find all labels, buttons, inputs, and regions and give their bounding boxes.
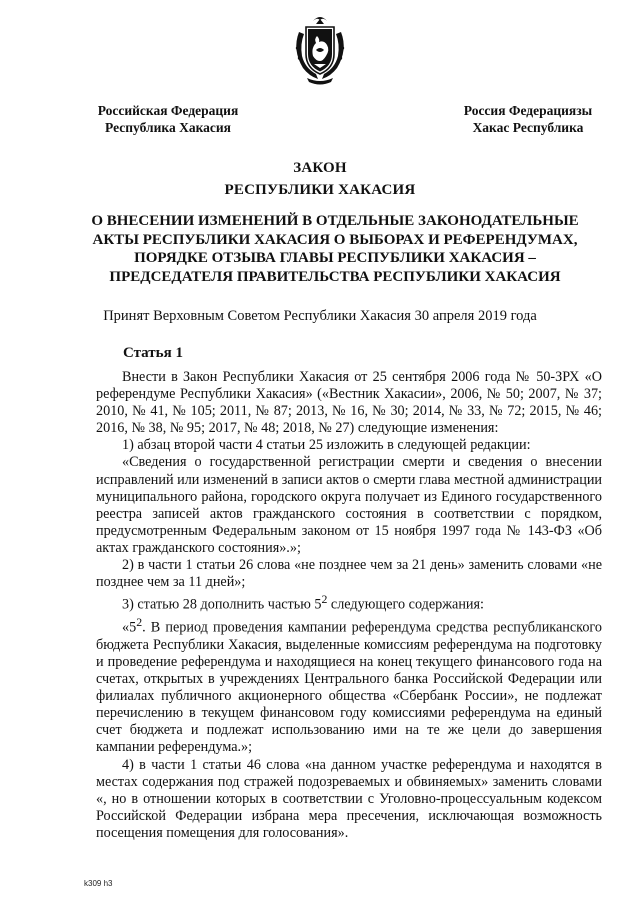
header-left bbox=[80, 102, 256, 136]
law-title-line: О ВНЕСЕНИИ ИЗМЕНЕНИЙ В ОТДЕЛЬНЫЕ ЗАКОНОДАТЕЛЬНЫЕ bbox=[91, 213, 579, 229]
article-heading: Статья 1 bbox=[123, 345, 183, 361]
paragraph-item-2: 2) в части 1 статьи 26 слова «не позднее чем за 21 день» заменить словами «не позднее чем за 11 дней»; bbox=[96, 557, 602, 591]
paragraph-quote-2-text: . В период проведения кампании референдума средства республиканского бюджета Республики Хакасия, выделенные комиссиям референдума на подготовку и проведение референдума и находящиеся на конец текущего финансового года на счетах, открытых в учреждениях Центрального банка Российской Федерации или филиалах публичного акционерного общества «Сбербанк России», не подлежат перечислению в текущем финансовом году комиссиями референдума на единый счет бюджета и подлежат использованию ими на те же цели до завершения кампании референдума.»; bbox=[96, 619, 602, 756]
law-title bbox=[70, 212, 600, 286]
paragraph-item-3-text: 3) статью 28 дополнить частью 5 bbox=[122, 596, 322, 613]
header-right-country: Россия Федерациязы bbox=[463, 103, 593, 118]
header-right bbox=[440, 102, 616, 136]
law-heading-word: ЗАКОН bbox=[293, 160, 347, 176]
paragraph-item-1: 1) абзац второй части 4 статьи 25 изложить в следующей редакции: bbox=[122, 437, 531, 454]
header-left-republic: Республика Хакасия bbox=[105, 120, 231, 135]
coat-of-arms-emblem-icon bbox=[289, 12, 351, 86]
law-title-line: ПРЕДСЕДАТЕЛЯ ПРАВИТЕЛЬСТВА РЕСПУБЛИКИ ХАКАСИЯ bbox=[109, 268, 561, 285]
law-heading-republic: РЕСПУБЛИКИ ХАКАСИЯ bbox=[224, 182, 416, 198]
header-right-republic: Хакас Республика bbox=[472, 120, 584, 135]
article-body bbox=[96, 369, 602, 842]
law-title-line: АКТЫ РЕСПУБЛИКИ ХАКАСИЯ О ВЫБОРАХ И РЕФЕРЕНДУМАХ, bbox=[92, 231, 578, 248]
paragraph-quote-2 bbox=[96, 614, 602, 756]
superscript: 2 bbox=[136, 615, 143, 630]
paragraph-item-3 bbox=[96, 591, 602, 614]
paragraph-quote-1: «Сведения о государственной регистрации смерти и сведения о внесении исправлений или изменений в записи актов о смерти глава местной администрации муниципального района, городского округа получает из Единого государственного реестра записей актов гражданского состояния в соответствии с порядком, предусмотренным Федеральным законом от 15 ноября 1997 года № 143-ФЗ «Об актах гражданского состояния».»; bbox=[96, 454, 602, 556]
law-heading bbox=[0, 157, 640, 201]
adoption-note: Принят Верховным Советом Республики Хакасия 30 апреля 2019 года bbox=[103, 308, 537, 324]
paragraph-item-4: 4) в части 1 статьи 46 слова «на данном участке референдума и находятся в местах содержания под стражей подозреваемых и обвиняемых» заменить словами «, но в отношении которых в соответствии с Уголовно-процессуальным кодексом Российской Федерации избрана мера пресечения, исключающая возможность посещения помещения для голосования». bbox=[96, 756, 602, 841]
header-left-country: Российская Федерация bbox=[97, 103, 239, 118]
law-title-line: ПОРЯДКЕ ОТЗЫВА ГЛАВЫ РЕСПУБЛИКИ ХАКАСИЯ – bbox=[134, 250, 536, 266]
paragraph-quote-2-start: «5 bbox=[122, 619, 137, 636]
superscript: 2 bbox=[321, 592, 328, 607]
footer-code: k309 h3 bbox=[84, 879, 113, 888]
paragraph-intro: Внести в Закон Республики Хакасия от 25 сентября 2006 года № 50-ЗРХ «О референдуме Республики Хакасия» («Вестник Хакасии», 2006, № 50; 2007, № 37; 2010, № 41, № 105; 2011, № 87; 2013, № 16, № 30; 2014, № 33, № 72; 2015, № 46; 2016, № 38, № 95; 2017, № 48; 2018, № 27) следующие изменения: bbox=[96, 369, 602, 437]
paragraph-item-3-tail: следующего содержания: bbox=[327, 596, 484, 613]
